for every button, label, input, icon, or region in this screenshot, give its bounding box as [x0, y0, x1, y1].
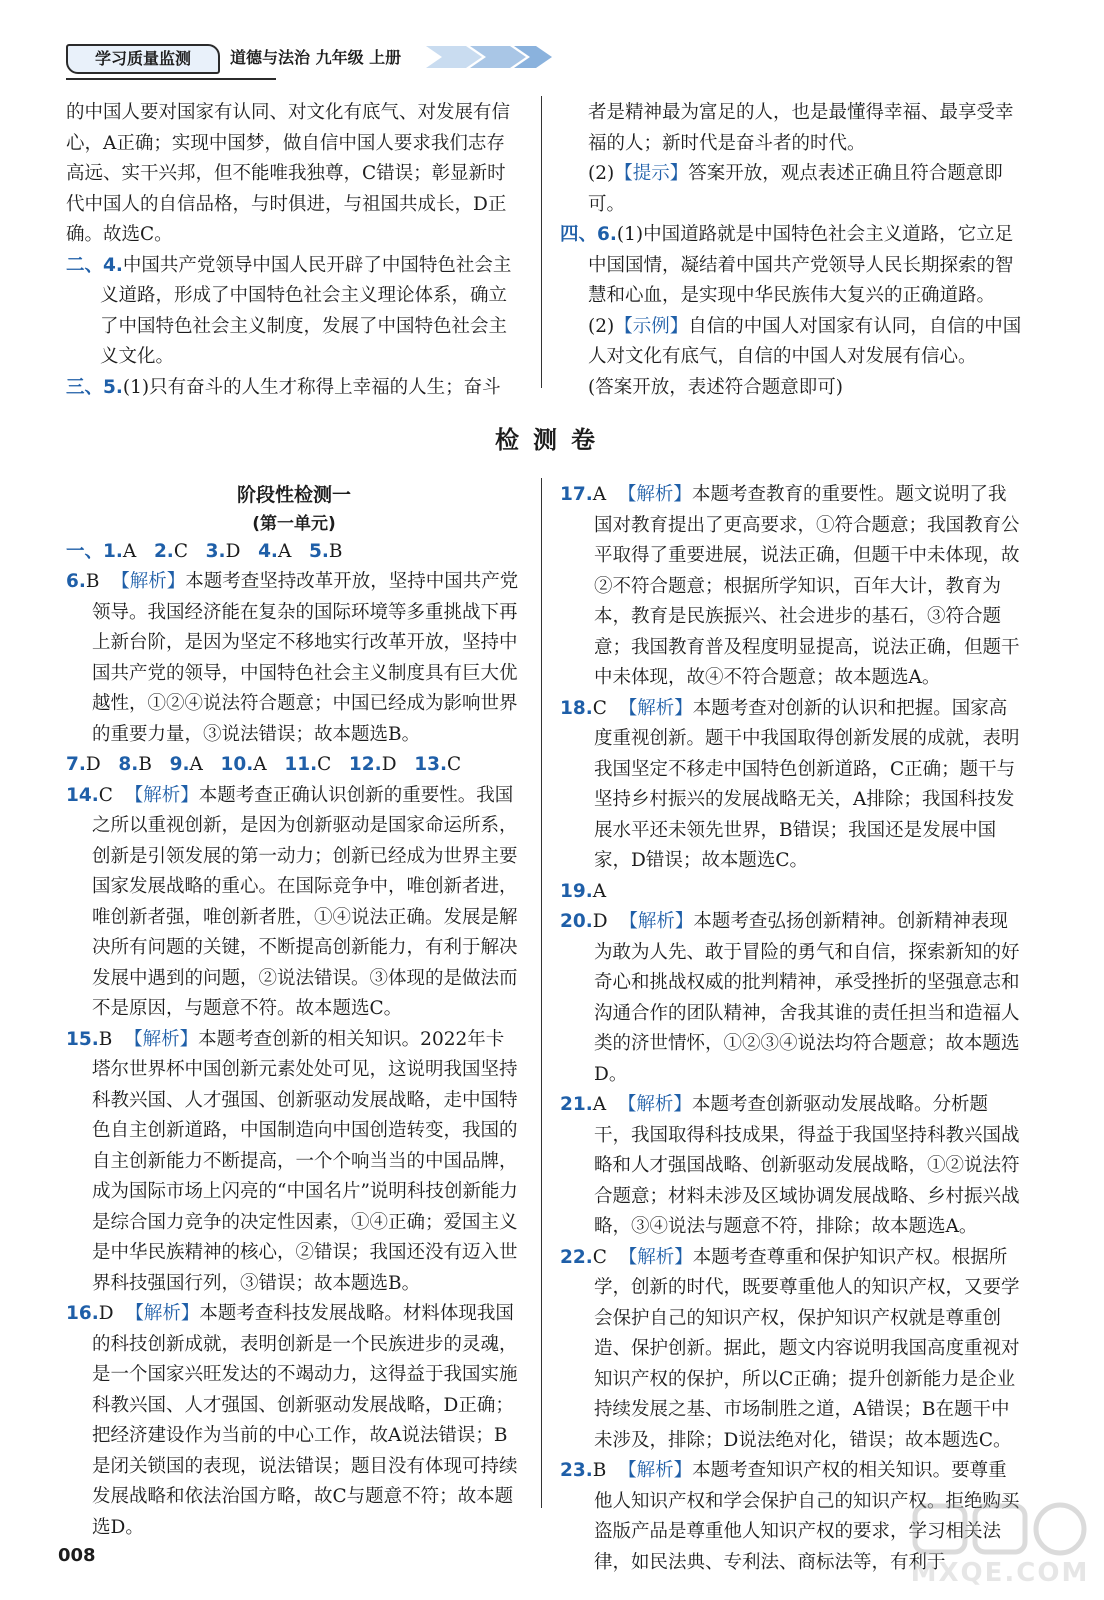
- question-answer: 22.C 【解析】本题考查尊重和保护知识产权。根据所学，创新的时代，既要尊重他人的知识产权，又要学会保护自己的知识产权，保护知识产权就是尊重创造、保护创新。据此，题文内容说明我国高度重视对知识产权的保护，所以C正确；提升创新能力是企业持续发展之基、市场制胜之道，A错误；B在题干中未涉及，排除；D说法绝对化，错误；故本题选C。: [560, 1246, 1020, 1451]
- item-text: 中国共产党领导中国人民开辟了中国特色社会主义道路，形成了中国特色社会主义理论体系，确立了中国特色社会主义制度，发展了中国特色社会主义文化。: [100, 254, 512, 367]
- answer-paragraph: (2)【提示】答案开放，观点表述正确且符合题意即可。: [588, 163, 1003, 215]
- hint-tag: 【提示】: [614, 163, 689, 184]
- book-title: 道德与法治 九年级 上册: [230, 48, 402, 67]
- page-number: 008: [58, 1545, 96, 1566]
- question-answer: 16.D 【解析】本题考查科技发展战略。材料体现我国的科技创新成就，表明创新是一个民族进步的灵魂，是一个国家兴旺发达的不竭动力，这得益于我国实施科教兴国、人才强国、创新驱动发展战略，D正确；把经济建设作为当前的中心工作，故A说法错误；B是闭关锁国的表现，说法错误；题目没有体现可持续发展战略和依法治国方略，故C与题意不符；故本题选D。: [66, 1303, 518, 1538]
- watermark-logo: [905, 1500, 1095, 1596]
- running-header: [66, 38, 506, 76]
- answer-paragraph: 的中国人要对国家有认同、对文化有底气、对发展有信心，A正确；实现中国梦，做自信中国人要求我们志存高远、实干兴邦，但不能唯我独尊，C错误；彰显新时代中国人的自信品格，与时俱进，与祖国共成长，D正确。故选C。: [66, 102, 511, 245]
- mc-answers-row: 一、1.A 2.C 3.D 4.A 5.B: [66, 540, 343, 562]
- example-tag: 【示例】: [614, 315, 689, 337]
- answer-paragraph: 者是精神最为富足的人，也是最懂得幸福、最享受幸福的人；新时代是奋斗者的时代。: [588, 102, 1014, 154]
- watermark-badge-icon: [905, 1500, 1095, 1560]
- question-answer: 6.B 【解析】本题考查坚持改革开放，坚持中国共产党领导。我国经济能在复杂的国际环境等多重挑战下再上新台阶，是因为坚定不移地实行改革开放，坚持中国共产党的领导，中国特色社会主义制度具有巨大优越性，①②④说法符合题意；中国已经成为影响世界的重要力量，③说法错误；故本题选B。: [66, 571, 519, 745]
- answer-item: 四、6.(1)中国道路就是中国特色社会主义道路，它立足中国国情，凝结着中国共产党领导人民长期探索的智慧和心血，是实现中华民族伟大复兴的正确道路。: [560, 224, 1014, 306]
- item-number: 四、6.: [560, 224, 617, 245]
- answer-paragraph: (2)【示例】自信的中国人对国家有认同，自信的中国人对文化有底气，自信的中国人对发展有信心。: [588, 315, 1022, 367]
- top-right-column: [560, 98, 1022, 403]
- question-answer: 18.C 【解析】本题考查对创新的认识和把握。国家高度重视创新。题干中我国取得创新发展的成就，表明我国坚定不移走中国特色创新道路，C正确；题干与坚持乡村振兴的发展战略无关，A排除；我国科技发展水平还未领先世界，B错误；我国还是发展中国家，D错误；故本题选C。: [560, 697, 1020, 871]
- item-number: 二、4.: [66, 254, 123, 276]
- item-text: (1)只有奋斗的人生才称得上幸福的人生；奋斗: [122, 376, 501, 398]
- question-answer: 20.D 【解析】本题考查弘扬创新精神。创新精神表现为敢为人先、敢于冒险的勇气和自信，探索新知的好奇心和挑战权威的批判精神，承受挫折的坚强意志和沟通合作的团队精神，舍我其谁的责任担当和造福人类的济世情怀，①②③④说法均符合题意；故本题选D。: [560, 911, 1020, 1085]
- answer-item: [66, 251, 522, 373]
- watermark-text: MXQE.COM: [910, 1558, 1090, 1588]
- column-divider: [541, 96, 542, 388]
- mc-answers-row: 7.D 8.B 9.A 10.A 11.C 12.D 13.C: [66, 754, 462, 775]
- exam-title: 阶段性检测一: [236, 484, 351, 506]
- answer-item: [66, 373, 522, 404]
- top-left-column: [66, 98, 522, 403]
- question-answer: 15.B 【解析】本题考查创新的相关知识。2022年卡塔尔世界杯中国创新元素处处可见，这说明我国坚持科教兴国、人才强国、创新驱动发展战略，走中国特色自主创新道路，中国制造向中国创造转变，我国的自主创新能力不断提高，一个个响当当的中国品牌，成为国际市场上闪亮的“中国名片”说明科技创新能力是综合国力竞争的决定性因素，①④正确；爱国主义是中华民族精神的核心，②错误；我国还没有迈入世界科技强国行列，③错误；故本题选B。: [66, 1028, 518, 1294]
- exam-left-column: [66, 480, 522, 1543]
- chevron-arrows-icon: [426, 38, 576, 76]
- column-divider: [541, 478, 542, 1508]
- answer-note: (答案开放，表述符合题意即可): [588, 376, 843, 398]
- exam-subtitle: (第一单元): [252, 513, 336, 534]
- question-answer: 14.C 【解析】本题考查正确认识创新的重要性。我国之所以重视创新，是因为创新驱动是国家命运所系，创新是引领发展的第一动力；创新已经成为世界主要国家发展战略的重心。在国际竞争中，唯创新者进，唯创新者强，唯创新者胜，①④说法正确。发展是解决所有问题的关键，不断提高创新能力，有利于解决发展中遇到的问题，②说法错误。③体现的是做法而不是原因，与题意不符。故本题选C。: [66, 784, 518, 1019]
- section-title: 检测卷: [495, 426, 609, 454]
- question-answer: 17.A 【解析】本题考查教育的重要性。题文说明了我国对教育提出了更高要求，①符合题意；我国教育公平取得了重要进展，说法正确，但题干中未体现，故②不符合题意；根据所学知识，百年大计，教育为本，教育是民族振兴、社会进步的基石，③符合题意；我国教育普及程度明显提高，说法正确，但题干中未体现，故④不符合题意；故本题选A。: [560, 484, 1020, 688]
- header-rule: [66, 78, 276, 80]
- question-answer: 23.B 【解析】本题考查知识产权的相关知识。要尊重他人知识产权和学会保护自己的知识产权。拒绝购买盗版产品是尊重他人知识产权的要求，学习相关法律，如民法典、专利法、商标法等，有利于: [560, 1460, 1020, 1573]
- question-answer: 19.A: [560, 880, 607, 902]
- exam-right-column: [560, 480, 1022, 1578]
- question-answer: 21.A 【解析】本题考查创新驱动发展战略。分析题干，我国取得科技成果，得益于我国坚持科教兴国战略和人才强国战略、创新驱动发展战略，①②说法符合题意；材料未涉及区域协调发展战略、乡村振兴战略，③④说法与题意不符，排除；故本题选A。: [560, 1094, 1020, 1237]
- series-badge: 学习质量监测: [66, 44, 220, 74]
- item-number: 三、5.: [66, 376, 123, 398]
